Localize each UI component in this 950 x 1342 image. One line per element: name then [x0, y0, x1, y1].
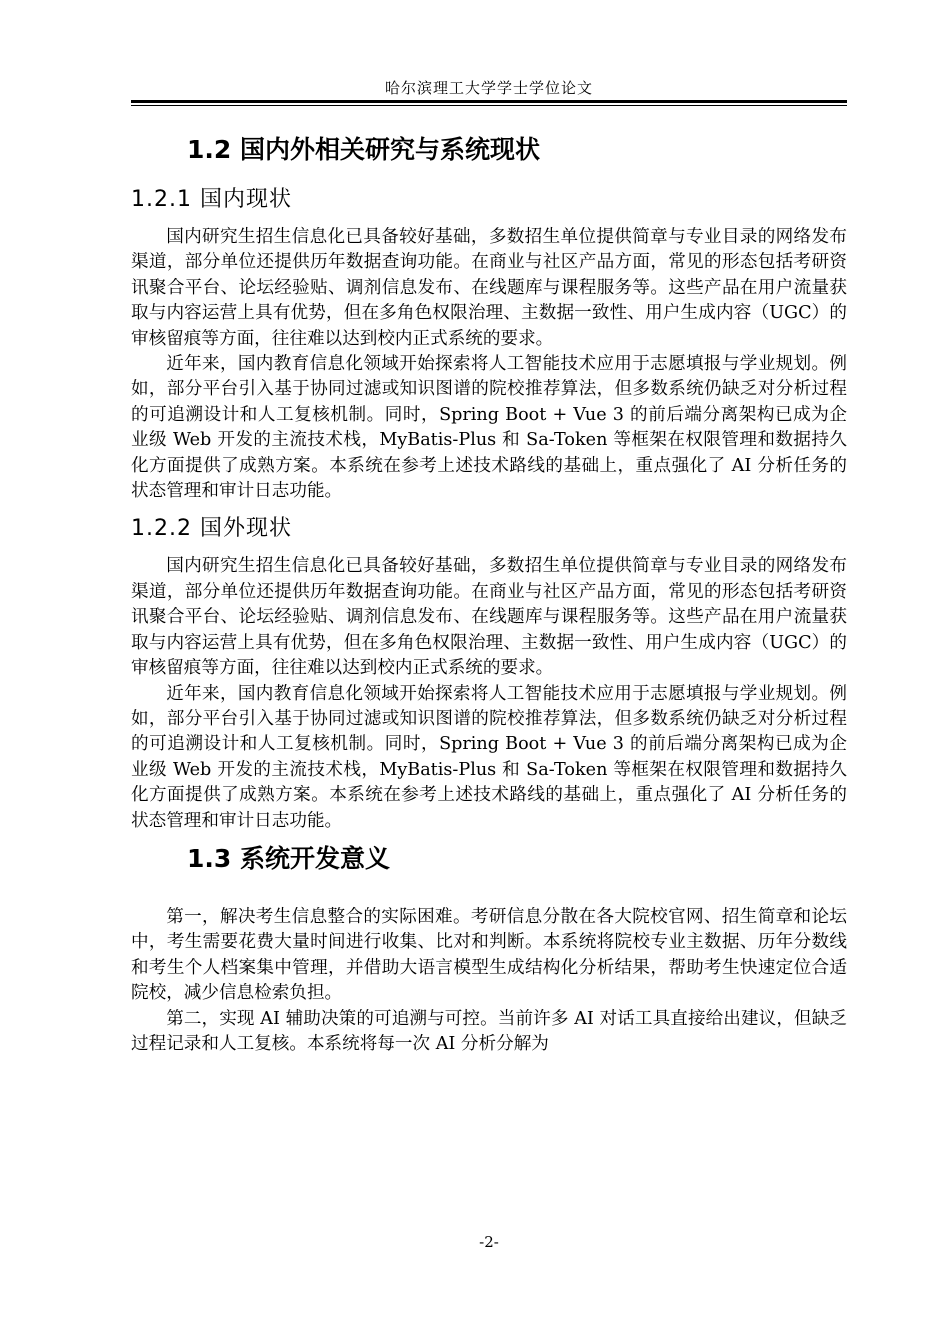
section-heading-1-2: 1.2 国内外相关研究与系统现状 [187, 135, 540, 164]
page-number: -2- [479, 1233, 499, 1251]
header-rule-thick [131, 100, 847, 103]
section-heading-1-3: 1.3 系统开发意义 [187, 843, 390, 873]
subsection-heading-1-2-1: 1.2.1 国内现状 [131, 187, 292, 212]
page-body [131, 128, 847, 1057]
subsection-heading-1-2-2: 1.2.2 国外现状 [131, 516, 292, 542]
header-rule-thin [131, 105, 847, 106]
paragraph: 第一，解决考生信息整合的实际困难。考研信息分散在各大院校官网、招生简章和论坛中，考生需要花费大量时间进行收集、比对和判断。本系统将院校专业主数据、历年分数线和考生个人档案集中管理，并借助大语言模型生成结构化分析结果，帮助考生快速定位合适院校，减少信息检索负担。 [131, 906, 847, 1004]
paragraph: 近年来，国内教育信息化领域开始探索将人工智能技术应用于志愿填报与学业规划。例如，部分平台引入基于协同过滤或知识图谱的院校推荐算法，但多数系统仍缺乏对分析过程的可追溯设计和人工复核机制。同时，Spring Boot + Vue 3 的前后端分离架构已成为企业级 Web 开发的主流技术栈，MyBatis-Plus 和 Sa-Token 等框架在权限管理和数据持久化方面提供了成熟方案。本系统在参考上述技术路线的基础上，重点强化了 AI 分析任务的状态管理和审计日志功能。 [131, 354, 847, 502]
paragraph: 国内研究生招生信息化已具备较好基础，多数招生单位提供简章与专业目录的网络发布渠道，部分单位还提供历年数据查询功能。在商业与社区产品方面，常见的形态包括考研资讯聚合平台、论坛经验贴、调剂信息发布、在线题库与课程服务等。这些产品在用户流量获取与内容运营上具有优势，但在多角色权限治理、主数据一致性、用户生成内容（UGC）的审核留痕等方面，往往难以达到校内正式系统的要求。 [131, 227, 847, 349]
paragraph: 第二，实现 AI 辅助决策的可追溯与可控。当前许多 AI 对话工具直接给出建议，但缺乏过程记录和人工复核。本系统将每一次 AI 分析分解为 [131, 1008, 847, 1054]
paragraph: 近年来，国内教育信息化领域开始探索将人工智能技术应用于志愿填报与学业规划。例如，部分平台引入基于协同过滤或知识图谱的院校推荐算法，但多数系统仍缺乏对分析过程的可追溯设计和人工复核机制。同时，Spring Boot + Vue 3 的前后端分离架构已成为企业级 Web 开发的主流技术栈，MyBatis-Plus 和 Sa-Token 等框架在权限管理和数据持久化方面提供了成熟方案。本系统在参考上述技术路线的基础上，重点强化了 AI 分析任务的状态管理和审计日志功能。 [131, 683, 847, 831]
running-header: 哈尔滨理工大学学士学位论文 [384, 79, 593, 97]
paragraph: 国内研究生招生信息化已具备较好基础，多数招生单位提供简章与专业目录的网络发布渠道，部分单位还提供历年数据查询功能。在商业与社区产品方面，常见的形态包括考研资讯聚合平台、论坛经验贴、调剂信息发布、在线题库与课程服务等。这些产品在用户流量获取与内容运营上具有优势，但在多角色权限治理、主数据一致性、用户生成内容（UGC）的审核留痕等方面，往往难以达到校内正式系统的要求。 [131, 556, 847, 679]
